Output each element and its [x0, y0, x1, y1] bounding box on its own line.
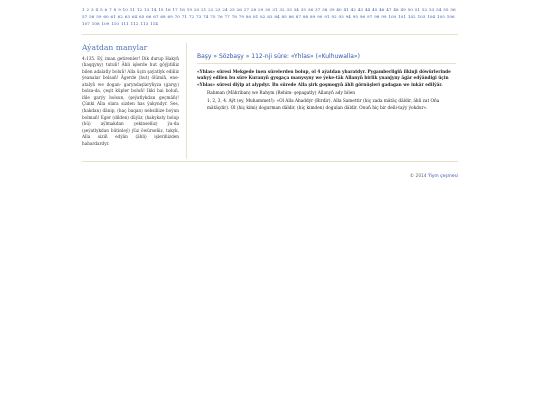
page-link[interactable]: 43 [357, 7, 363, 12]
page-link[interactable]: 66 [146, 14, 152, 20]
breadcrumb-index-link[interactable]: Sözbaşy [218, 52, 244, 60]
page-link[interactable]: 75 [210, 14, 216, 20]
content-columns [82, 35, 458, 162]
page-link[interactable]: 11 [129, 7, 135, 12]
page-link[interactable]: 108 [91, 21, 100, 27]
page-link[interactable]: 48 [393, 7, 399, 12]
page-link[interactable]: 70 [174, 14, 180, 20]
page-link[interactable]: 114 [150, 21, 158, 27]
page-link[interactable]: 12 [136, 7, 143, 12]
page-link[interactable]: 56 [450, 7, 456, 12]
page-link[interactable]: 82 [260, 14, 266, 20]
page-link[interactable]: 109 [101, 21, 110, 27]
page-link[interactable]: 97 [367, 14, 373, 20]
page-link[interactable]: 65 [139, 14, 145, 20]
page-link[interactable]: 17 [172, 7, 178, 12]
page-link[interactable]: 14 [151, 7, 157, 12]
page-link[interactable]: 78 [231, 14, 237, 20]
page-link[interactable]: 33 [286, 7, 292, 12]
page-link[interactable]: 55 [443, 7, 449, 12]
page-link[interactable]: 89 [310, 14, 316, 20]
page-link[interactable]: 54 [436, 7, 442, 12]
page-link[interactable]: 41 [343, 7, 349, 12]
footer [82, 174, 458, 179]
page-link[interactable]: 83 [267, 14, 273, 20]
page-link[interactable]: 20 [193, 7, 200, 12]
page-link[interactable]: 24 [222, 7, 228, 12]
page-link[interactable]: 22 [208, 7, 214, 12]
page-link[interactable]: 39 [329, 7, 335, 12]
page-link[interactable]: 44 [364, 7, 371, 12]
page-link[interactable]: 87 [295, 14, 301, 20]
page-link[interactable]: 68 [160, 14, 166, 20]
page-link[interactable]: 74 [203, 14, 209, 20]
page-link[interactable]: 95 [352, 14, 358, 20]
sidebar-verse-text: 4:135. Eý, iman getirenler! Dik durup Hakyň (haqqyny) tutuň! Ähli işlerde hut göýjitiňiz bilen adalatly boluň! Alla üçin şaýatlyk ediňiz ýeanalar bolsaň! Ägerde (hut) ölümiň, ene-atalyň we dogan- garyndaşlaryňyza (garşy) bolsa-da, çeşit küpler boluň! Ikki bai boluň, iňle garýy bolsun, (şeýatlykdan geçmäň)! Çünki Alla olara sizden has ýakyndyr. Ses, (hakdan) dänip, (haç baqan) nebsiňize boýun bolmaň! Eger (dilden) düýär, (hakykaty bolup (bü) aýlmakdan çekinseňiz) ýa-da (şeýatlykdan bütinleý) ýüz öwürseňiz, takyk, Alla siziň edýän (ähli) işleriňizden habardardyr. [82, 55, 179, 146]
page-link[interactable]: 111 [120, 21, 129, 27]
page-link[interactable]: 53 [429, 7, 435, 12]
breadcrumb-home-link[interactable]: Başy [197, 52, 212, 60]
page-link[interactable]: 85 [281, 14, 287, 20]
basmala-line: Rahman (Mähriban) we Rahym (Rehim- şepagatly) Allanyň ady bilen [207, 91, 355, 97]
page-link[interactable]: 79 [238, 14, 244, 20]
page-link[interactable]: 96 [359, 14, 366, 20]
page-link[interactable]: 45 [372, 7, 378, 12]
page-link[interactable]: 91 [324, 14, 330, 20]
page-link[interactable]: 61 [110, 14, 116, 20]
page-link[interactable]: 90 [317, 14, 323, 20]
page-link[interactable]: 72 [188, 14, 195, 20]
page-link[interactable]: 104 [427, 14, 436, 20]
page-link[interactable]: 37 [315, 7, 321, 12]
main-content [197, 53, 456, 114]
page-link[interactable]: 26 [236, 7, 242, 12]
page-link[interactable]: 59 [96, 14, 102, 20]
page-link[interactable]: 105 [437, 14, 445, 20]
page-link[interactable]: 63 [124, 14, 130, 20]
page-link[interactable]: 64 [131, 14, 138, 20]
page-link[interactable]: 16 [165, 7, 171, 12]
page-link[interactable]: 21 [201, 7, 207, 12]
page-link[interactable]: 101 [398, 14, 406, 20]
copyright-text: © 2014 [409, 174, 429, 179]
page-link[interactable]: 57 [82, 14, 88, 20]
page-link[interactable]: 51 [414, 7, 420, 12]
page-link[interactable]: 112 [130, 21, 139, 27]
page-link[interactable]: 47 [386, 7, 392, 12]
page-link[interactable]: 58 [89, 14, 95, 20]
page-link[interactable]: 42 [350, 7, 356, 12]
page-link[interactable]: 31 [272, 7, 278, 12]
page-link[interactable]: 99 [381, 14, 387, 20]
page-link[interactable]: 98 [374, 14, 380, 20]
breadcrumb-separator: » [243, 52, 252, 60]
page-link[interactable]: 100 [388, 14, 397, 20]
page-link[interactable]: 107 [82, 21, 90, 27]
page-link[interactable]: 10 [122, 7, 128, 12]
page-link[interactable]: 30 [265, 7, 271, 12]
page-link[interactable]: 69 [167, 14, 173, 20]
page-link[interactable]: 8 [113, 7, 117, 12]
page-link[interactable]: 86 [288, 14, 294, 20]
pagination [82, 6, 458, 35]
page-link[interactable]: 92 [331, 14, 337, 20]
sidebar [82, 43, 187, 159]
page-link[interactable]: 94 [345, 14, 351, 20]
page-link[interactable]: 73 [196, 14, 202, 20]
page-link[interactable]: 113 [140, 21, 149, 27]
page-link[interactable]: 71 [181, 14, 187, 20]
page-link[interactable]: 80 [245, 14, 252, 20]
page-link[interactable]: 32 [279, 7, 285, 12]
sura-translation [207, 91, 456, 112]
breadcrumb-separator: » [211, 52, 219, 60]
page-link[interactable]: 27 [243, 7, 249, 12]
page-link[interactable]: 23 [215, 7, 221, 12]
sura-intro: «Yhlas» süresi Mekgede inen sürelerden bolup, ol 4 aýatdan ybaratdyr. Pygamberligiň ilkinji döwürlerinde wahyý edilen bu süre Kuranyň gysgaça manysyny we ýeke-täk Allanyň birlik ynanjyny ägär edýändigi üçin «Yhlas» süresi diýip at alypdyr. Bu sürede Alla şirk goşmogyň ähli görnüşleri gadagan we inkär edilýär. [197, 69, 451, 88]
page-link[interactable]: 9 [118, 7, 121, 12]
page-link[interactable]: 7 [109, 7, 112, 12]
breadcrumb-current: 112-nji süre: «Yhlas» («Kulhuwalla») [251, 52, 360, 60]
page-link[interactable]: 67 [153, 14, 159, 20]
footer-source-link[interactable]: Ýiym çeşmesi [428, 174, 458, 179]
page-link[interactable]: 15 [158, 7, 164, 12]
page-link[interactable]: 110 [111, 21, 120, 27]
page-link[interactable]: 40 [336, 7, 342, 12]
page-link[interactable]: 62 [117, 14, 123, 20]
page-link[interactable]: 36 [307, 7, 314, 12]
page-link[interactable]: 18 [179, 7, 185, 12]
page-link[interactable]: 25 [229, 7, 235, 12]
page-link[interactable]: 2 [86, 7, 90, 12]
page-link[interactable]: 38 [322, 7, 328, 12]
page-link[interactable]: 4 [95, 7, 99, 12]
page-link[interactable]: 76 [217, 14, 223, 20]
page-link[interactable]: 1 [82, 7, 85, 12]
page-link[interactable]: 93 [338, 14, 344, 20]
page-link[interactable]: 81 [253, 14, 259, 20]
page-link[interactable]: 60 [103, 14, 109, 20]
verse-translation: 1, 2, 3, 4. Aýt (ey, Muhammet!): «Ol Alla Ahaddyr (Birdir). Alla Samettir (hiç zada mätäç däldir, ähli zat Oňa mätäçdir). Ol (hiç kimi) dogurman däldir, (hiç kimden) dogulan däldir. Onuň hiç bir deňi-taýy ýokdur». [207, 98, 440, 111]
page-link[interactable]: 88 [302, 14, 309, 20]
page-link[interactable]: 13 [144, 7, 150, 12]
page-link[interactable]: 50 [407, 7, 413, 12]
sidebar-title: Aýatdan manylar [82, 42, 148, 52]
page-container [82, 6, 458, 179]
page-link[interactable]: 29 [258, 7, 264, 12]
page-link[interactable]: 103 [417, 14, 426, 20]
page-link[interactable]: 102 [407, 14, 416, 20]
page-link[interactable]: 52 [421, 7, 428, 12]
page-link[interactable]: 35 [300, 7, 306, 12]
page-link[interactable]: 3 [91, 7, 94, 12]
page-link[interactable]: 5 [100, 7, 103, 12]
breadcrumb [197, 53, 456, 64]
page-link[interactable]: 6 [104, 7, 108, 12]
page-link[interactable]: 49 [400, 7, 406, 12]
page-link[interactable]: 28 [250, 7, 257, 12]
page-link[interactable]: 34 [293, 7, 299, 12]
page-link[interactable]: 84 [274, 14, 280, 20]
page-link[interactable]: 19 [186, 7, 192, 12]
page-link[interactable]: 46 [379, 7, 385, 12]
page-link[interactable]: 77 [224, 14, 230, 20]
page-link[interactable]: 106 [446, 14, 455, 20]
